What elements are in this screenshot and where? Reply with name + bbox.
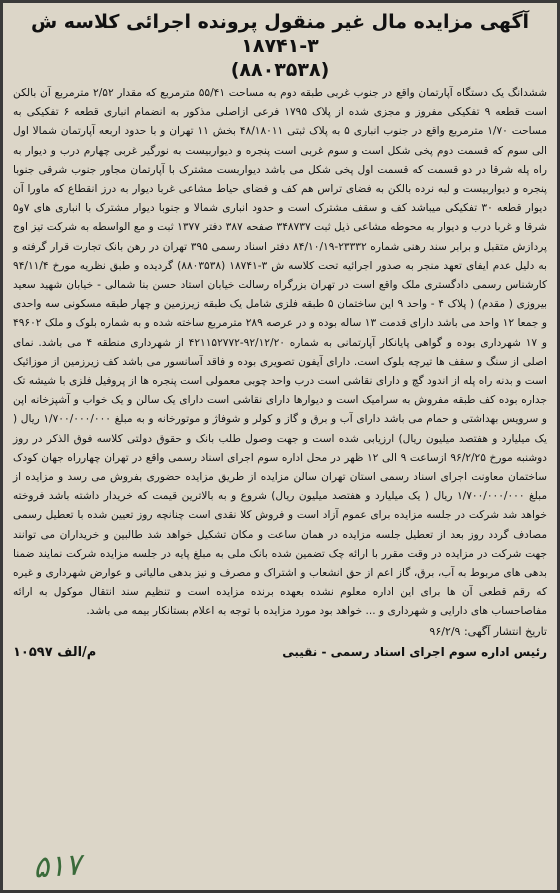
notice-body: ششدانگ یک دستگاه آپارتمان واقع در جنوب غربی طبقه دوم به مساحت ۵۵/۴۱ مترمربع که مقدار ۲/۵۲ مترمربع آن بالکن است قطعه ۹ تفکیکی مفروز و مجزی شده از پلاک ۱۷۹۵ فرعی ازاصلی مذکور به انضمام انباری قطعه ۶ تفکیکی به مساحت ۱/۷۰ مترمربع واقع در جنوب انباری ۵ به پلاک ثبتی ۴۸/۱۸۰۱۱ بخش ۱۱ تهران و با حدود اربعه آپارتمان شمالا اول الی سوم که قسمت دوم پخی شکل است و سوم غربی است پنجره و دیواربیست به نورگیر غربی چهارم درب و دیوار به راه پله شرقا در دو قسمت که قسمت اول پخی شکل می باشد دیواربست مشترک با آپارتمان مجاور جنوب شرقی جنوبا پنجره و دیواربیست و لبه نرده بالکن به فضای تراس هم کف و فضای حیاط مشاعی غربا دیوار به درز انقطاع که ماورا آن دیوار قطعه ۳۰ تفکیکی میباشد کف و سقف مشترک است و حدود انباری شمالا و جنوبا دیوار مشترک با انباری های ۷و۵ شرقا و غربا درب و دیوار به محوطه مشاعی ذیل ثبت ۳۴۸۷۳۷ صفحه ۳۸۷ دفتر ۱۳۷۷ ثبت و مع الواسطه به شرکت تیز اوج پردازش متقبل و برابر سند رهنی شماره ۲۳۳۳۲-۸۴/۱۰/۱۹ دفتر اسناد رسمی ۳۹۵ تهران در رهن بانک تجارت قرار گرفته و به دلیل عدم ایفای تعهد منجر به صدور اجرائیه تحت کلاسه ش ۳-۱۸۷۴۱ (۸۸۰۳۵۳۸) گردیده و طبق نظریه مورخ ۹۴/۱۱/۴ کارشناس رسمی دادگستری ملک واقع است در تهران بزرگراه رسالت خیابان استاد حسن بنا شمالی - خیابان شهید سعید بیروزی ( مقدم) ( پلاک ۴ - واحد ۹ این ساختمان ۵ طبقه فلزی شامل یک طبقه زیرزمین و چهار طبقه مسکونی سه واحدی و جمعا ۱۲ واحد می باشد دارای قدمت ۱۳ ساله بوده و در عرصه ۲۸۹ مترمربع ساخته شده و به شماره بلوک و ملک ۴۹۶۰۲ و ۱۷ شهرداری بوده و گواهی پایانکار آپارتمانی به شماره ۹۲/۱۲/۲۰-۴۲۱۱۵۲۷۷۲ از شهرداری منطقه ۴ می باشد. نمای اصلی از سنگ و سقف ها تیرچه بلوک است. دارای آیفون تصویری بوده و فاقد آسانسور می باشد کف زیرزمین از موزائیک است و بدنه راه پله از اندود گچ و دارای نقاشی است درب واحد چوبی معمولی است پنجره ها از پروفیل فلزی با شیشه تک جداره بوده کف طبقه مفروش به سرامیک است و دیوارها دارای نقاشی است دارای یک سالن و یک خواب و آشپزخانه اپن و سرویس بهداشتی و حمام می باشد دارای آب و برق و گاز و کولر و شوفاژ و موتورخانه و به مبلغ ۱/۷۰۰/۰۰۰/۰۰۰ ریال ( یک میلیارد و هفتصد میلیون ریال) ارزیابی شده است و جهت وصول طلب بانک و حقوق دولتی کلاسه فوق الذکر در روز دوشنبه مورخ ۹۶/۲/۲۵ ازساعت ۹ الی ۱۲ ظهر در محل اداره سوم اجرای اسناد رسمی واقع در تهران چهارراه جهان کودک ساختمان معاونت اجرای اسناد رسمی استان تهران سالن مزایده از طریق مزایده حضوری بفروش می رسد و مزایده از مبلغ ۱/۷۰۰/۰۰۰/۰۰۰ ریال ( یک میلیارد و هفتصد میلیون ریال) شروع و به بالاترین قیمت که خریدار داشته باشد فروخته خواهد شد شرکت در جلسه مزایده برای عموم آزاد است و فروش کلا نقدی است چنانچه روز تعیین شده با تعطیل رسمی مصادف گردد روز بعد از تعطیل جلسه مزایده در همان ساعت و مکان تشکیل خواهد شد طالبین و خریداران می توانند جهت شرکت در مزایده در وقت مقرر با ارائه چک تضمین شده بانک ملی به مبلغ پایه در جلسه مزایده شرکت نمایند ضمنا بدهی های مربوط به آب، برق، گاز اعم از حق انشعاب و اشتراک و مصرف و نیز بدهی مالیاتی و عوارض شهرداری و غیره که رقم قطعی آن ها برای این اداره معلوم نشده بعهده برنده مزایده است و تنظیم سند انتقال موکول به ارائه مفاصاحساب های دارایی و شهرداری و ... خواهد بود مورد مزایده با توجه به اعلام بستانکار بیمه می باشد.	[13, 87, 548, 618]
notice-content	[13, 10, 547, 884]
notice-title: آگهی مزایده مال غیر منقول پرونده اجرائی کلاسه ش ۳-۱۸۷۴۱	[30, 11, 530, 57]
notice-code: م/الف ۱۰۵۹۷	[13, 644, 97, 660]
notice-case-number: (۸۸۰۳۵۳۸)	[230, 59, 330, 81]
handwritten-number: ۵۱۷	[31, 847, 83, 886]
signature-text: رئیس اداره سوم اجرای اسناد رسمی - نقیبی	[282, 645, 547, 660]
publication-date: تاریخ انتشار آگهی: ۹۶/۲/۹	[429, 624, 547, 638]
signature-row	[13, 645, 547, 660]
